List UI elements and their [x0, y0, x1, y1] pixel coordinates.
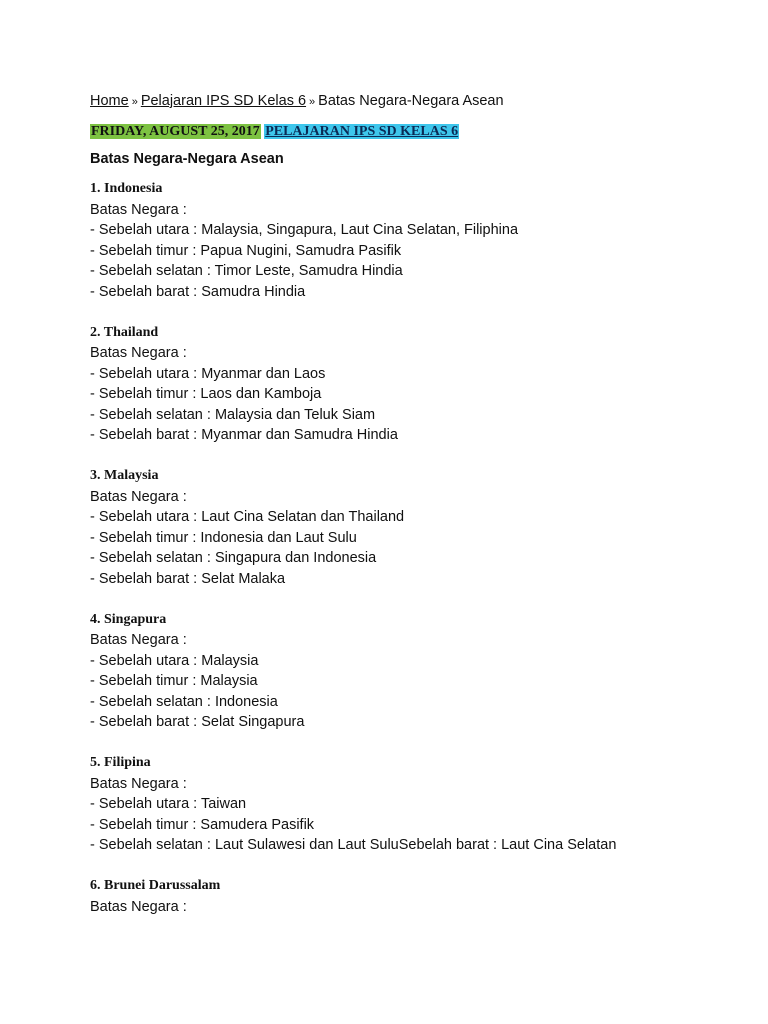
post-date: FRIDAY, AUGUST 25, 2017	[91, 124, 260, 139]
country-heading: 1. Indonesia	[90, 181, 163, 196]
breadcrumb-current: Batas Negara-Negara Asean	[318, 93, 504, 109]
border-item: - Sebelah timur : Malaysia	[90, 673, 258, 689]
country-heading: 4. Singapura	[90, 611, 167, 627]
post-body	[90, 179, 730, 917]
border-subheading: Batas Negara :	[90, 345, 187, 361]
country-section	[90, 466, 730, 589]
border-item: - Sebelah selatan : Timor Leste, Samudra Hindia	[90, 263, 403, 279]
post-meta	[90, 121, 730, 143]
border-item: - Sebelah barat : Samudra Hindia	[90, 283, 306, 300]
border-item: - Sebelah selatan : Indonesia	[90, 693, 278, 710]
border-item: - Sebelah utara : Malaysia	[90, 652, 259, 669]
border-item: - Sebelah selatan : Singapura dan Indonesia	[90, 550, 377, 566]
country-section	[90, 876, 730, 917]
border-item: - Sebelah barat : Selat Singapura	[90, 714, 305, 730]
breadcrumb-separator: »	[309, 96, 316, 108]
border-subheading: Batas Negara :	[90, 775, 187, 792]
breadcrumb	[90, 90, 730, 112]
border-item: - Sebelah barat : Myanmar dan Samudra Hindia	[90, 427, 398, 443]
country-heading: 6. Brunei Darussalam	[90, 878, 221, 893]
border-item: - Sebelah timur : Papua Nugini, Samudra Pasifik	[90, 242, 402, 259]
post-title: Batas Negara-Negara Asean	[90, 151, 284, 167]
border-subheading: Batas Negara :	[90, 632, 187, 648]
border-item: - Sebelah barat : Selat Malaka	[90, 570, 286, 587]
border-item: - Sebelah timur : Laos dan Kamboja	[90, 386, 322, 402]
border-item: - Sebelah utara : Malaysia, Singapura, Laut Cina Selatan, Filiphina	[90, 222, 519, 238]
document-page	[90, 90, 730, 917]
country-section	[90, 179, 730, 302]
border-subheading: Batas Negara :	[90, 488, 187, 505]
border-subheading: Batas Negara :	[90, 898, 187, 915]
country-heading: 3. Malaysia	[90, 468, 159, 483]
country-section	[90, 610, 730, 733]
breadcrumb-category-link[interactable]: Pelajaran IPS SD Kelas 6	[140, 93, 307, 109]
country-section	[90, 753, 730, 856]
border-item: - Sebelah utara : Myanmar dan Laos	[90, 365, 326, 382]
border-item: - Sebelah timur : Samudera Pasifik	[90, 816, 315, 833]
country-heading: 5. Filipina	[90, 755, 151, 770]
border-subheading: Batas Negara :	[90, 201, 187, 218]
border-item: - Sebelah utara : Laut Cina Selatan dan Thailand	[90, 509, 405, 525]
breadcrumb-home-link[interactable]: Home	[90, 93, 129, 109]
breadcrumb-separator: »	[131, 96, 138, 108]
country-section	[90, 323, 730, 446]
border-item: - Sebelah utara : Taiwan	[90, 796, 247, 812]
border-item: - Sebelah selatan : Malaysia dan Teluk Siam	[90, 406, 376, 423]
border-item: - Sebelah selatan : Laut Sulawesi dan Laut SuluSebelah barat : Laut Cina Selatan	[90, 837, 617, 853]
post-label-link[interactable]: PELAJARAN IPS SD KELAS 6	[265, 124, 459, 139]
border-item: - Sebelah timur : Indonesia dan Laut Sulu	[90, 529, 357, 546]
country-heading: 2. Thailand	[90, 324, 159, 340]
